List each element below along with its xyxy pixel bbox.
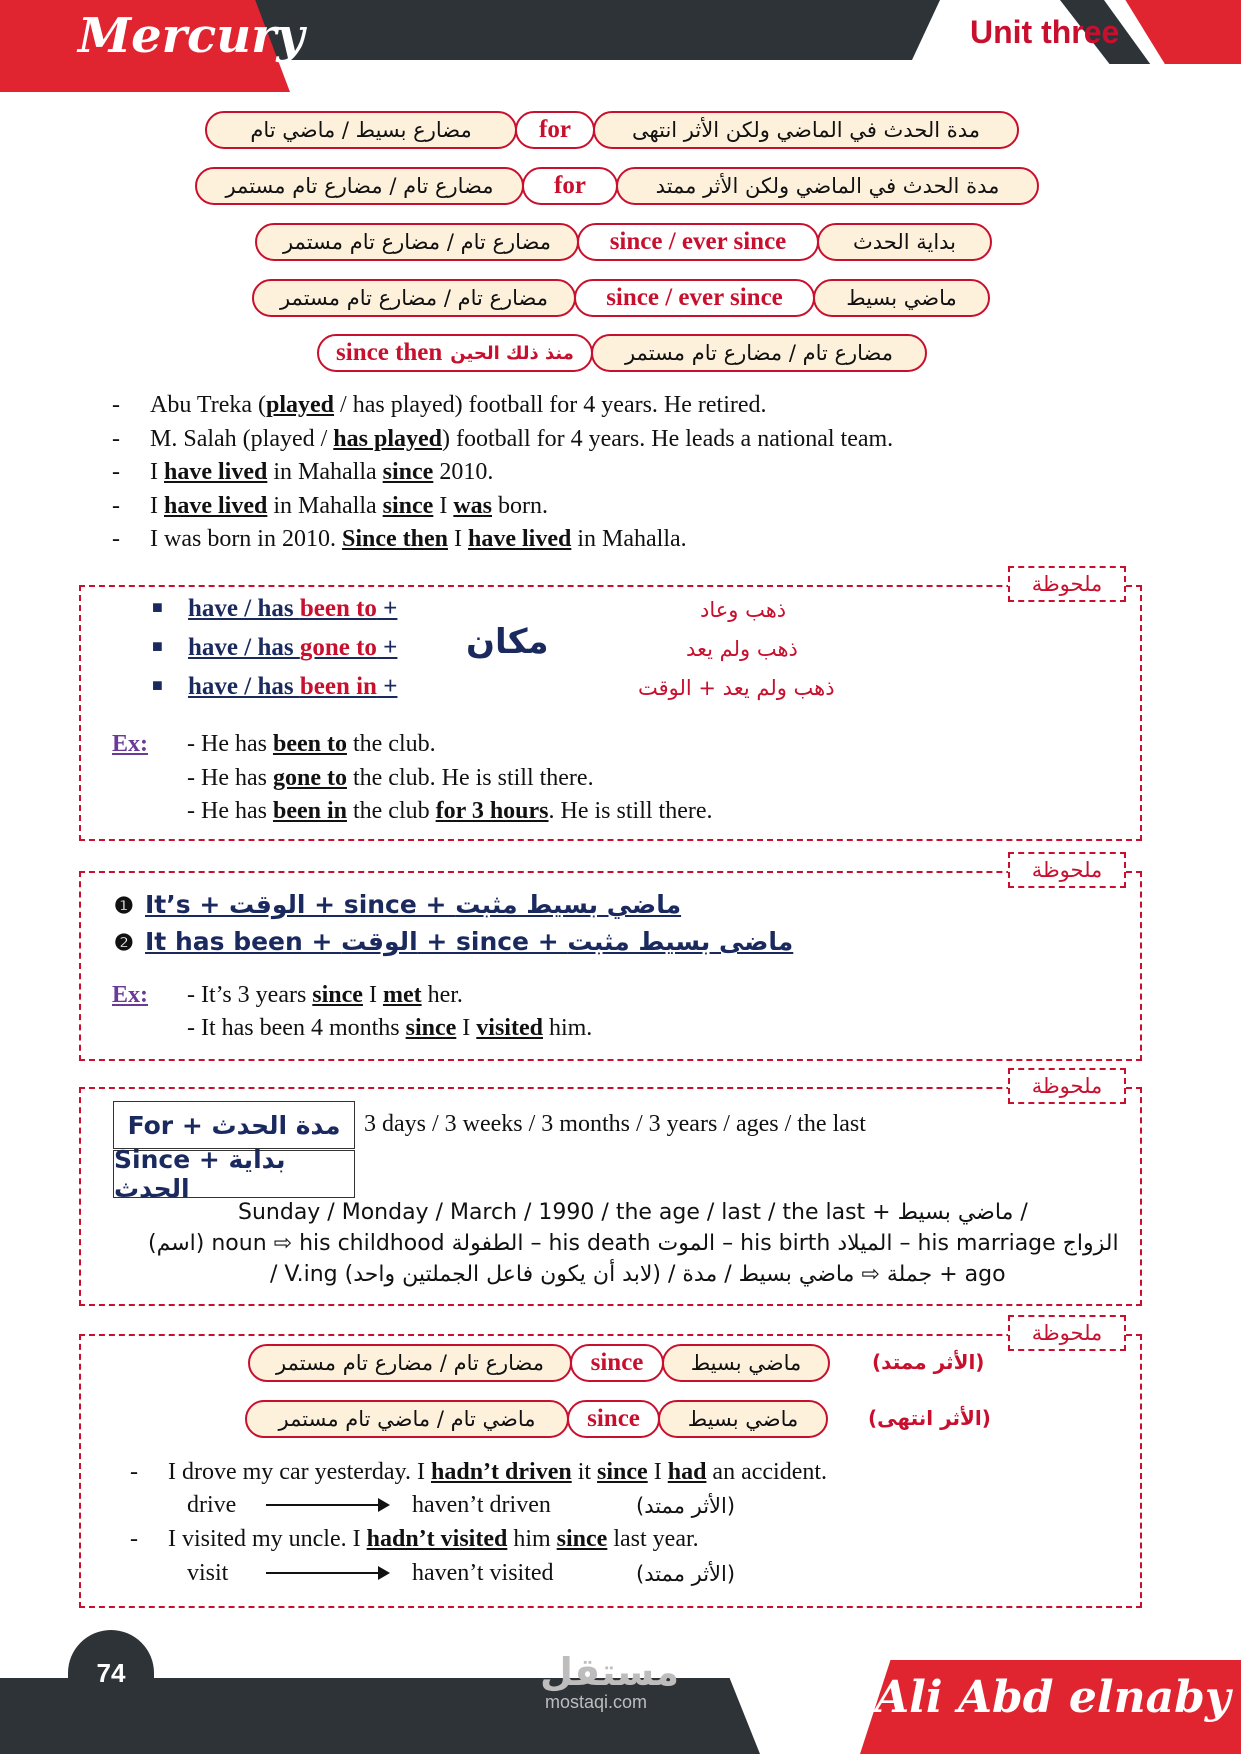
pill-keyword: since / ever since: [574, 279, 815, 317]
pill-keyword: since: [567, 1400, 660, 1438]
bullet-dash: -: [112, 392, 120, 418]
pill-condition: مدة الحدث في الماضي ولكن الأثر ممتد: [616, 167, 1039, 205]
pill-keyword: for: [515, 111, 595, 149]
example-line: Abu Treka (played / has played) football for 4 years. He retired.: [150, 392, 767, 418]
verb-base: visit: [187, 1560, 229, 1586]
bullet-dash: -: [130, 1526, 138, 1552]
arrow-icon: [266, 1504, 388, 1506]
author-signature: Ali Abd elnaby: [875, 1672, 1231, 1723]
rule-formula-2: It has been + الوقت + since + ماضى بسيط مثبت: [145, 927, 794, 956]
rule-meaning: ذهب وعاد: [700, 598, 787, 622]
note1-example: - He has gone to the club. He is still there.: [187, 765, 594, 791]
note1-example: - He has been in the club for 3 hours. He is still there.: [187, 798, 713, 824]
rule-meaning: ذهب ولم يعد + الوقت: [638, 676, 835, 700]
logo: Mercury: [78, 8, 305, 64]
bullet-dash: -: [112, 526, 120, 552]
effect-tag: (الأثر ممتد): [636, 1494, 736, 1518]
number-2: ❷: [114, 930, 134, 955]
pill-tense: ماضي تام / ماضي تام مستمر: [245, 1400, 569, 1438]
pill-tense: مضارع تام / مضارع تام مستمر: [252, 279, 576, 317]
pill-keyword: for: [522, 167, 618, 205]
note-label: ملحوظة: [1008, 566, 1126, 602]
pill-tense: مضارع تام / مضارع تام مستمر: [195, 167, 524, 205]
ex-label: Ex:: [112, 982, 148, 1008]
pill-keyword: [317, 334, 593, 372]
pill-tense: مضارع تام / مضارع تام مستمر: [255, 223, 579, 261]
pill-condition: ماضي بسيط: [813, 279, 990, 317]
square-bullet: ■: [152, 675, 163, 695]
number-1: ❶: [114, 893, 134, 918]
header-bar: [240, 0, 940, 60]
note-label: ملحوظة: [1008, 1315, 1126, 1351]
bullet-dash: -: [112, 493, 120, 519]
example-line: I have lived in Mahalla since 2010.: [150, 459, 494, 485]
bullet-dash: -: [112, 426, 120, 452]
rule-meaning: ذهب ولم يعد: [686, 637, 798, 661]
watermark-logo: مستقل: [540, 1650, 679, 1694]
pill-keyword: since / ever since: [577, 223, 819, 261]
unit-title: Unit three: [970, 14, 1120, 50]
verb-result: haven’t visited: [412, 1560, 554, 1586]
since-then-label: since then: [336, 339, 443, 366]
since-examples-1: Sunday / Monday / March / 1990 / the age / last / the last + ماضي بسيط /: [238, 1200, 1028, 1225]
note4-example: I drove my car yesterday. I hadn’t driven it since I had an accident.: [168, 1459, 828, 1485]
note-label: ملحوظة: [1008, 1068, 1126, 1104]
since-cell: Since + بداية الحدث: [113, 1150, 355, 1198]
pill-condition: بداية الحدث: [817, 223, 992, 261]
since-examples-2: (اسم) noun ⇨ his childhood الطفولة – his death الموت – his birth الميلاد – his marriage الزواج: [148, 1231, 1119, 1256]
since-then-arabic: منذ ذلك الحين: [450, 342, 574, 364]
effect-tag: (الأثر ممتد): [636, 1562, 736, 1586]
pill-tense: مضارع تام / مضارع تام مستمر: [591, 334, 927, 372]
verb-result: haven’t driven: [412, 1492, 551, 1518]
square-bullet: ■: [152, 597, 163, 617]
pill-keyword: since: [570, 1344, 664, 1382]
for-examples: 3 days / 3 weeks / 3 months / 3 years / ages / the last: [364, 1111, 866, 1137]
example-line: M. Salah (played / has played) football for 4 years. He leads a national team.: [150, 426, 894, 452]
rule-item: have / has been to +: [188, 595, 398, 622]
note-label: ملحوظة: [1008, 852, 1126, 888]
rule-item: have / has been in +: [188, 673, 398, 700]
rule-formula-1: It’s + الوقت + since + ماضي بسيط مثبت: [145, 890, 682, 919]
bullet-dash: -: [130, 1459, 138, 1485]
since-examples-3: / V.ing (لابد أن يكون فاعل الجملتين واحد) / جملة ⇨ ماضي بسيط / مدة + ago: [270, 1262, 1006, 1287]
note1-example: - He has been to the club.: [187, 731, 436, 757]
ex-label: Ex:: [112, 731, 148, 757]
arrow-icon: [266, 1572, 388, 1574]
example-line: I was born in 2010. Since then I have lived in Mahalla.: [150, 526, 687, 552]
effect-tag: (الأثر ممتد): [872, 1350, 985, 1374]
bullet-dash: -: [112, 459, 120, 485]
watermark-url: mostaqi.com: [545, 1692, 648, 1712]
note2-example: - It’s 3 years since I met her.: [187, 982, 463, 1008]
for-cell: For + مدة الحدث: [113, 1101, 355, 1149]
pill-condition: مدة الحدث في الماضي ولكن الأثر انتهى: [593, 111, 1019, 149]
example-line: I have lived in Mahalla since I was born.: [150, 493, 548, 519]
pill-condition: ماضي بسيط: [662, 1344, 830, 1382]
effect-tag: (الأثر انتهى): [868, 1406, 991, 1430]
place-label: مكان: [466, 622, 549, 662]
note4-example: I visited my uncle. I hadn’t visited him since last year.: [168, 1526, 699, 1552]
rule-item: have / has gone to +: [188, 634, 398, 661]
pill-tense: مضارع تام / مضارع تام مستمر: [248, 1344, 572, 1382]
pill-condition: ماضي بسيط: [658, 1400, 828, 1438]
verb-base: drive: [187, 1492, 237, 1518]
square-bullet: ■: [152, 636, 163, 656]
page-number: 74: [68, 1630, 154, 1716]
pill-tense: مضارع بسيط / ماضي تام: [205, 111, 517, 149]
note2-example: - It has been 4 months since I visited him.: [187, 1015, 593, 1041]
